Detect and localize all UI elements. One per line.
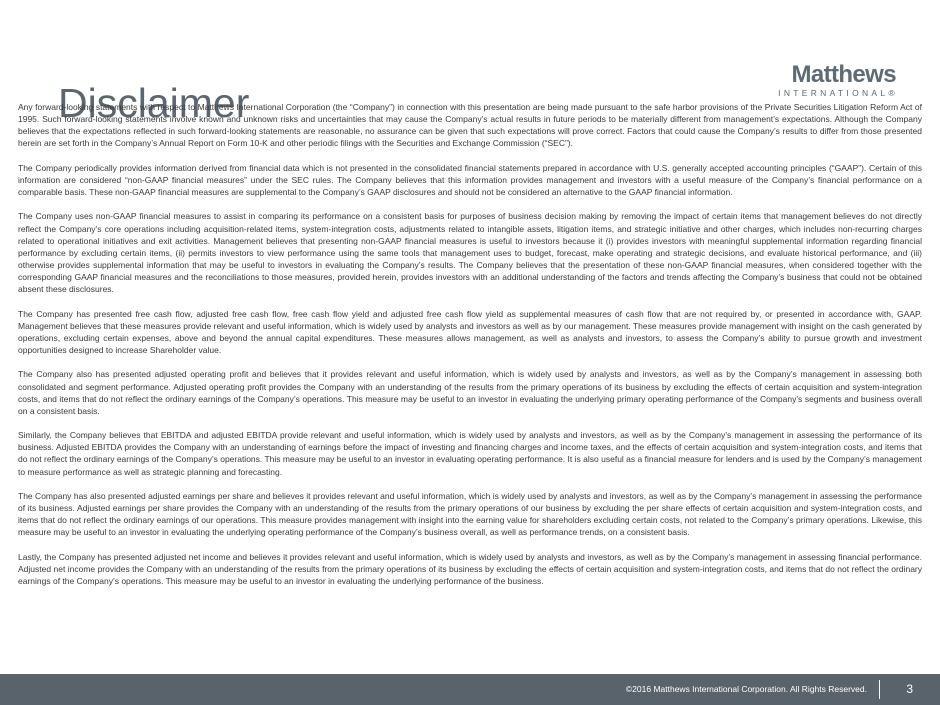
- company-logo: [778, 62, 896, 99]
- disclaimer-body: [18, 101, 922, 599]
- footer-divider: [879, 680, 880, 699]
- paragraph-free-cash-flow: The Company has presented free cash flow, adjusted free cash flow, free cash flow yield and adjusted free cash flow yield as supplemental measures of cash flow that are not required by, or presented in accordance with, GAAP. Management believes that these measures provide relevant and useful information, which is widely used by analysts and investors as well as by our management. These measures provide management with insight on the cash generated by operations, excluding certain expenses, above and beyond the annual capital expenditures. These measures allows management, as well as analysts and investors, to assess the Company’s ability to pursue growth and investment opportunities designed to increase Shareholder value.: [18, 308, 922, 356]
- paragraph-non-gaap-info: The Company periodically provides information derived from financial data which is not presented in the consolidated financial statements prepared in accordance with U.S. generally accepted accounting principles (“GAAP”). Certain of this information are considered “non-GAAP financial measures” under the SEC rules. The Company believes that this information provides management and investors with a useful measure of the Company’s financial performance on a comparable basis. These non-GAAP financial measures are supplemental to the Company’s GAAP disclosures and should not be considered an alternative to the GAAP financial information.: [18, 162, 922, 198]
- paragraph-safe-harbor: Any forward-looking statements with respect to Matthews International Corporation (the “Company”) in connection with this presentation are being made pursuant to the safe harbor provisions of the Private Securities Litigation Reform Act of 1995. Such forward-looking statements involve known and unknown risks and uncertainties that may cause the Company’s actual results in future periods to be materially different from management’s expectations. Although the Company believes that the expectations reflected in such forward-looking statements are reasonable, no assurance can be given that such expectations will prove correct. Factors that could cause the Company’s results to differ from those presented herein are set forth in the Company’s Annual Report on Form 10-K and other periodic filings with the Securities and Exchange Commission (“SEC”).: [18, 102, 922, 149]
- footer-bar: [0, 674, 940, 705]
- page-number: 3: [906, 682, 913, 696]
- copyright-text: ©2016 Matthews International Corporation. All Rights Reserved.: [625, 684, 867, 694]
- logo-wordmark: Matthews: [791, 61, 896, 88]
- paragraph-ebitda: Similarly, the Company believes that EBITDA and adjusted EBITDA provide relevant and useful information, which is widely used by analysts and investors, as well as by the Company’s management in assessing the performance of its business. Adjusted EBITDA provides the Company with an understanding of earnings before the impact of investing and financing charges and income taxes, and the effects of certain acquisition and system-integration costs, and items that do not reflect the ordinary earnings of the Company’s operations. This measure may be useful to an investor in evaluating operating performance. It is also useful as a financial measure for lenders and is used by the Company’s management to measure performance as well as strategic planning and forecasting.: [18, 430, 922, 477]
- paragraph-net-income: Lastly, the Company has presented adjusted net income and believes it provides relevant and useful information, which is widely used by analysts and investors, as well as by the Company’s management in assessing financial performance. Adjusted net income provides the Company with an understanding of the results from the primary operations of its business by excluding the effects of certain acquisition and system-integration costs, and items that do not reflect the ordinary earnings of the Company’s operations. This measure may be useful to an investor in evaluating the underlying performance of the business.: [18, 551, 922, 586]
- page-title: Disclaimer: [58, 80, 250, 127]
- paragraph-non-gaap-use: The Company uses non-GAAP financial measures to assist in comparing its performance on a consistent basis for purposes of business decision making by removing the impact of certain items that management believes do not directly reflect the Company’s core operations including acquisition-related items, system-integration costs, adjustments related to intangible assets, litigation items, and strategic initiative and other charges, which includes non-recurring charges related to operational initiatives and exit activities. Management believes that presenting non-GAAP financial measures is useful to investors because it (i) provides investors with meaningful supplemental information regarding financial performance by excluding certain items, (ii) permits investors to view performance using the same tools that management uses to budget, forecast, make operating and strategic decisions, and evaluate historical performance, and (iii) otherwise provides supplemental information that may be useful to investors in evaluating the Company’s results. The Company believes that the presentation of these non-GAAP financial measures, when considered together with the corresponding GAAP financial measures and the reconciliations to those measures, provided herein, provides investors with an additional understanding of the factors and trends affecting the Company’s business that could not be obtained absent these disclosures.: [18, 211, 922, 295]
- logo-subtitle: INTERNATIONAL®: [778, 88, 898, 98]
- paragraph-operating-profit: The Company also has presented adjusted operating profit and believes that it provides relevant and useful information, which is widely used by analysts and investors, as well as by the Company’s management in assessing both consolidated and segment performance. Adjusted operating profit provides the Company with an understanding of the results from the primary operations of its business by excluding the effects of certain acquisition and system-integration costs, and items that do not reflect the ordinary earnings of the Company’s operations. This measure may be useful to an investor in evaluating the underlying primary operating performance of the Company’s segments and business overall on a consistent basis.: [18, 369, 922, 416]
- paragraph-eps: The Company has also presented adjusted earnings per share and believes it provides relevant and useful information, which is widely used by analysts and investors, as well as by the Company’s management in assessing the performance of its business. Adjusted earnings per share provides the Company with an understanding of the results from the primary operations of our business by excluding the per share effects of certain acquisition and system-integration costs, and items that do not reflect the ordinary earnings of our operations. This measure provides management with insight into the earning value for shareholders excluding certain costs, not related to the Company’s primary operations. Likewise, this measure may be useful to an investor in evaluating the underlying operating performance of the Company’s business overall, as well as performance trends, on a consistent basis.: [18, 490, 922, 538]
